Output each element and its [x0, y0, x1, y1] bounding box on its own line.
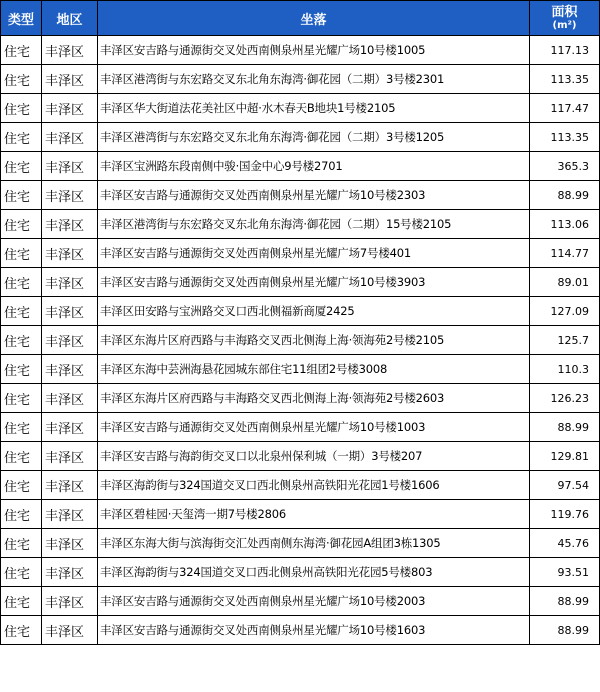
cell-address: 丰泽区安吉路与通源街交叉处西南侧泉州星光耀广场10号楼1603	[98, 616, 530, 645]
table-row	[1, 181, 600, 210]
cell-type: 住宅	[1, 471, 42, 500]
cell-type: 住宅	[1, 36, 42, 65]
cell-area: 88.99	[530, 181, 600, 210]
cell-district: 丰泽区	[42, 94, 98, 123]
table-row	[1, 355, 600, 384]
cell-area: 113.35	[530, 65, 600, 94]
cell-type: 住宅	[1, 123, 42, 152]
cell-type: 住宅	[1, 326, 42, 355]
cell-address: 丰泽区东海大街与滨海街交汇处西南侧东海湾·御花园A组团3栋1305	[98, 529, 530, 558]
cell-area: 88.99	[530, 587, 600, 616]
cell-type: 住宅	[1, 268, 42, 297]
table-row	[1, 297, 600, 326]
cell-district: 丰泽区	[42, 36, 98, 65]
header-type: 类型	[1, 1, 42, 36]
cell-type: 住宅	[1, 558, 42, 587]
cell-type: 住宅	[1, 384, 42, 413]
cell-address: 丰泽区田安路与宝洲路交叉口西北侧福新商厦2425	[98, 297, 530, 326]
table-row	[1, 442, 600, 471]
cell-address: 丰泽区港湾街与东宏路交叉东北角东海湾·御花园（二期）3号楼2301	[98, 65, 530, 94]
table-row	[1, 36, 600, 65]
cell-district: 丰泽区	[42, 616, 98, 645]
cell-district: 丰泽区	[42, 587, 98, 616]
table-row	[1, 616, 600, 645]
cell-area: 126.23	[530, 384, 600, 413]
cell-area: 97.54	[530, 471, 600, 500]
cell-type: 住宅	[1, 152, 42, 181]
table-row	[1, 326, 600, 355]
cell-type: 住宅	[1, 355, 42, 384]
cell-district: 丰泽区	[42, 181, 98, 210]
table-row	[1, 65, 600, 94]
cell-address: 丰泽区安吉路与通源街交叉处西南侧泉州星光耀广场10号楼1003	[98, 413, 530, 442]
cell-area: 45.76	[530, 529, 600, 558]
cell-address: 丰泽区安吉路与通源街交叉处西南侧泉州星光耀广场10号楼3903	[98, 268, 530, 297]
cell-type: 住宅	[1, 616, 42, 645]
table-row	[1, 239, 600, 268]
cell-area: 365.3	[530, 152, 600, 181]
cell-area: 114.77	[530, 239, 600, 268]
cell-area: 88.99	[530, 616, 600, 645]
table-row	[1, 384, 600, 413]
header-district: 地区	[42, 1, 98, 36]
table-row	[1, 210, 600, 239]
table-row	[1, 529, 600, 558]
cell-type: 住宅	[1, 239, 42, 268]
cell-area: 88.99	[530, 413, 600, 442]
header-area: 面积	[551, 5, 578, 20]
cell-district: 丰泽区	[42, 123, 98, 152]
table-row	[1, 123, 600, 152]
cell-district: 丰泽区	[42, 152, 98, 181]
cell-address: 丰泽区华大街道法花美社区中超·水木春天B地块1号楼2105	[98, 94, 530, 123]
cell-district: 丰泽区	[42, 297, 98, 326]
cell-district: 丰泽区	[42, 384, 98, 413]
header-row	[1, 1, 600, 36]
cell-type: 住宅	[1, 65, 42, 94]
cell-type: 住宅	[1, 529, 42, 558]
table-row	[1, 413, 600, 442]
cell-district: 丰泽区	[42, 268, 98, 297]
cell-type: 住宅	[1, 442, 42, 471]
cell-area: 113.35	[530, 123, 600, 152]
cell-type: 住宅	[1, 210, 42, 239]
cell-area: 89.01	[530, 268, 600, 297]
cell-type: 住宅	[1, 587, 42, 616]
cell-district: 丰泽区	[42, 65, 98, 94]
header-area-unit: (m²)	[552, 20, 577, 31]
cell-address: 丰泽区海韵街与324国道交叉口西北侧泉州高铁阳光花园1号楼1606	[98, 471, 530, 500]
cell-district: 丰泽区	[42, 210, 98, 239]
table-row	[1, 558, 600, 587]
cell-district: 丰泽区	[42, 326, 98, 355]
cell-area: 127.09	[530, 297, 600, 326]
cell-address: 丰泽区安吉路与通源街交叉处西南侧泉州星光耀广场10号楼2303	[98, 181, 530, 210]
cell-district: 丰泽区	[42, 558, 98, 587]
cell-address: 丰泽区宝洲路东段南侧中骏·国金中心9号楼2701	[98, 152, 530, 181]
cell-area: 110.3	[530, 355, 600, 384]
table-row	[1, 94, 600, 123]
cell-address: 丰泽区安吉路与通源街交叉处西南侧泉州星光耀广场7号楼401	[98, 239, 530, 268]
cell-address: 丰泽区东海片区府西路与丰海路交叉西北侧海上海·领海苑2号楼2603	[98, 384, 530, 413]
cell-area: 117.47	[530, 94, 600, 123]
cell-address: 丰泽区港湾街与东宏路交叉东北角东海湾·御花园（二期）15号楼2105	[98, 210, 530, 239]
cell-area: 113.06	[530, 210, 600, 239]
cell-type: 住宅	[1, 413, 42, 442]
cell-district: 丰泽区	[42, 500, 98, 529]
cell-type: 住宅	[1, 297, 42, 326]
cell-district: 丰泽区	[42, 413, 98, 442]
cell-district: 丰泽区	[42, 442, 98, 471]
cell-type: 住宅	[1, 500, 42, 529]
cell-address: 丰泽区安吉路与通源街交叉处西南侧泉州星光耀广场10号楼2003	[98, 587, 530, 616]
table-row	[1, 587, 600, 616]
cell-area: 117.13	[530, 36, 600, 65]
header-address: 坐落	[98, 1, 530, 36]
table-row	[1, 500, 600, 529]
cell-address: 丰泽区海韵街与324国道交叉口西北侧泉州高铁阳光花园5号楼803	[98, 558, 530, 587]
cell-type: 住宅	[1, 94, 42, 123]
table-body	[1, 36, 600, 645]
table-row	[1, 268, 600, 297]
cell-area: 129.81	[530, 442, 600, 471]
header-area-cell	[530, 1, 600, 36]
cell-address: 丰泽区安吉路与海韵街交叉口以北泉州保利城（一期）3号楼207	[98, 442, 530, 471]
cell-address: 丰泽区东海片区府西路与丰海路交叉西北侧海上海·领海苑2号楼2105	[98, 326, 530, 355]
cell-address: 丰泽区安吉路与通源街交叉处西南侧泉州星光耀广场10号楼1005	[98, 36, 530, 65]
cell-district: 丰泽区	[42, 355, 98, 384]
cell-address: 丰泽区碧桂园·天玺湾一期7号楼2806	[98, 500, 530, 529]
cell-area: 93.51	[530, 558, 600, 587]
cell-area: 119.76	[530, 500, 600, 529]
cell-district: 丰泽区	[42, 239, 98, 268]
cell-type: 住宅	[1, 181, 42, 210]
cell-address: 丰泽区东海中芸洲海悬花园城东部住宅11组团2号楼3008	[98, 355, 530, 384]
cell-area: 125.7	[530, 326, 600, 355]
table-row	[1, 152, 600, 181]
cell-district: 丰泽区	[42, 529, 98, 558]
table-row	[1, 471, 600, 500]
cell-address: 丰泽区港湾街与东宏路交叉东北角东海湾·御花园（二期）3号楼1205	[98, 123, 530, 152]
cell-district: 丰泽区	[42, 471, 98, 500]
